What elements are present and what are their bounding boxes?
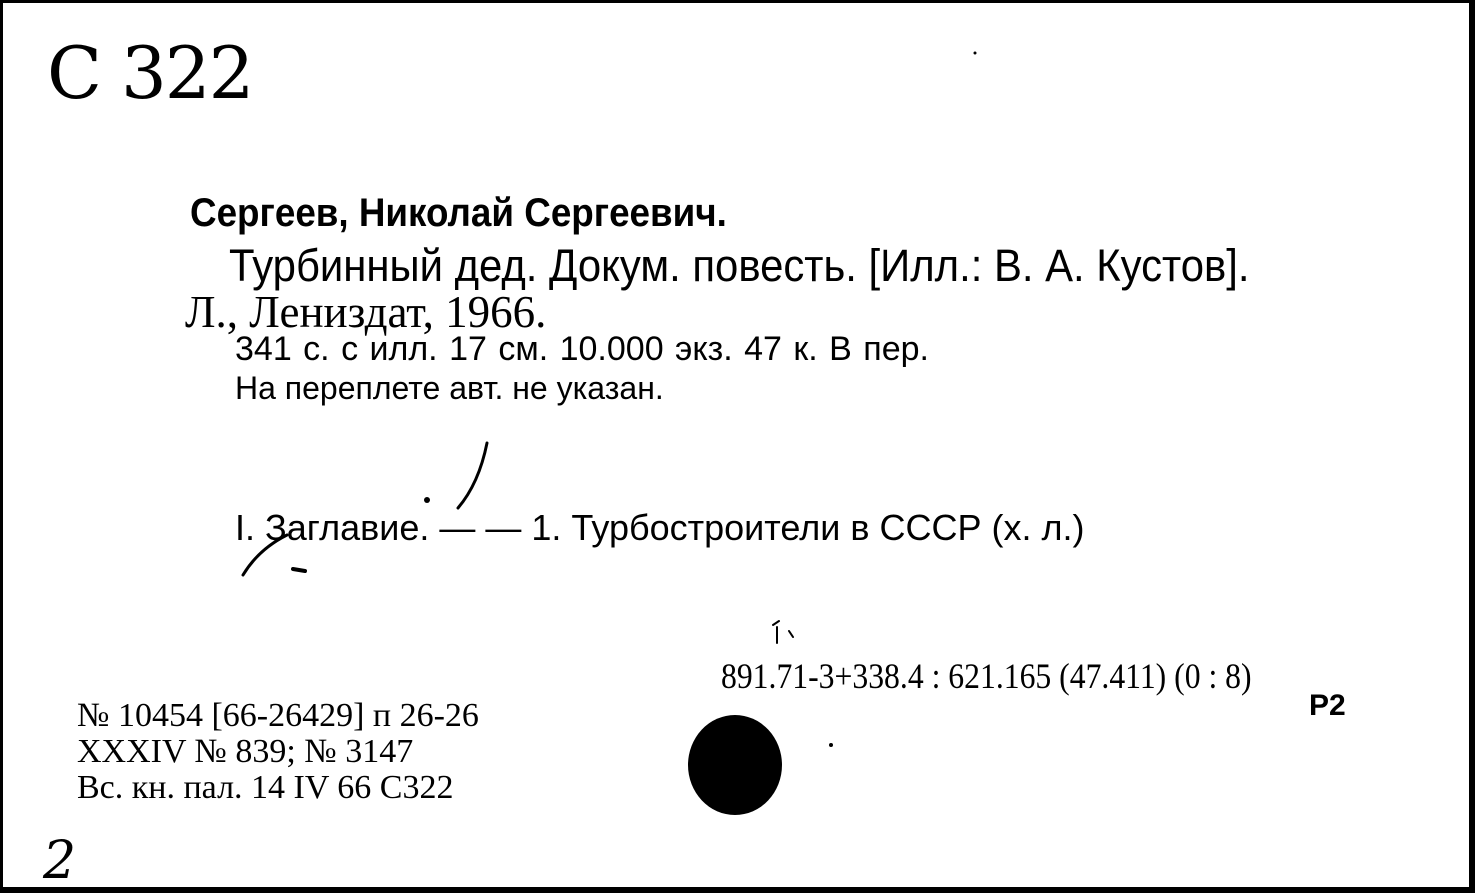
handwritten-note: 2 [43,831,77,891]
imprint-line: Л., Лениздат, 1966. [185,287,547,337]
author-heading: Сергеев, Николай Сергеевич. [190,191,727,235]
ink-dot-mark [829,743,833,747]
publisher-imprint-line: XXXIV № 839; № 3147 [77,733,414,770]
subject-tracing: I. Заглавие. — — 1. Турбостроители в СССР (х. л.) [235,507,1085,548]
pencil-marks [3,3,1475,896]
location-code: Р2 [1309,689,1346,722]
pencil-mark-classification [773,621,793,643]
pencil-dot-mark [424,497,430,503]
collation-line: 341 с. с илл. 17 см. 10.000 экз. 47 к. В пер. [235,330,929,368]
publisher-imprint-line: Вс. кн. пал. 14 IV 66 С322 [77,769,454,806]
title-statement: Турбинный дед. Докум. повесть. [Илл.: В. А. Кустов]. [229,240,1250,291]
pencil-slash-mark [458,443,487,508]
ink-dot-mark [974,52,977,55]
pencil-dash-mark [293,569,305,571]
pencil-tick-mark [243,535,287,575]
binding-note: На переплете авт. не указан. [235,370,664,406]
publisher-imprint-line: № 10454 [66-26429] п 26-26 [77,697,479,734]
shelf-mark: С 322 [47,31,253,115]
classification-index: 891.71-3+338.4 : 621.165 (47.411) (0 : 8) [721,656,1252,696]
